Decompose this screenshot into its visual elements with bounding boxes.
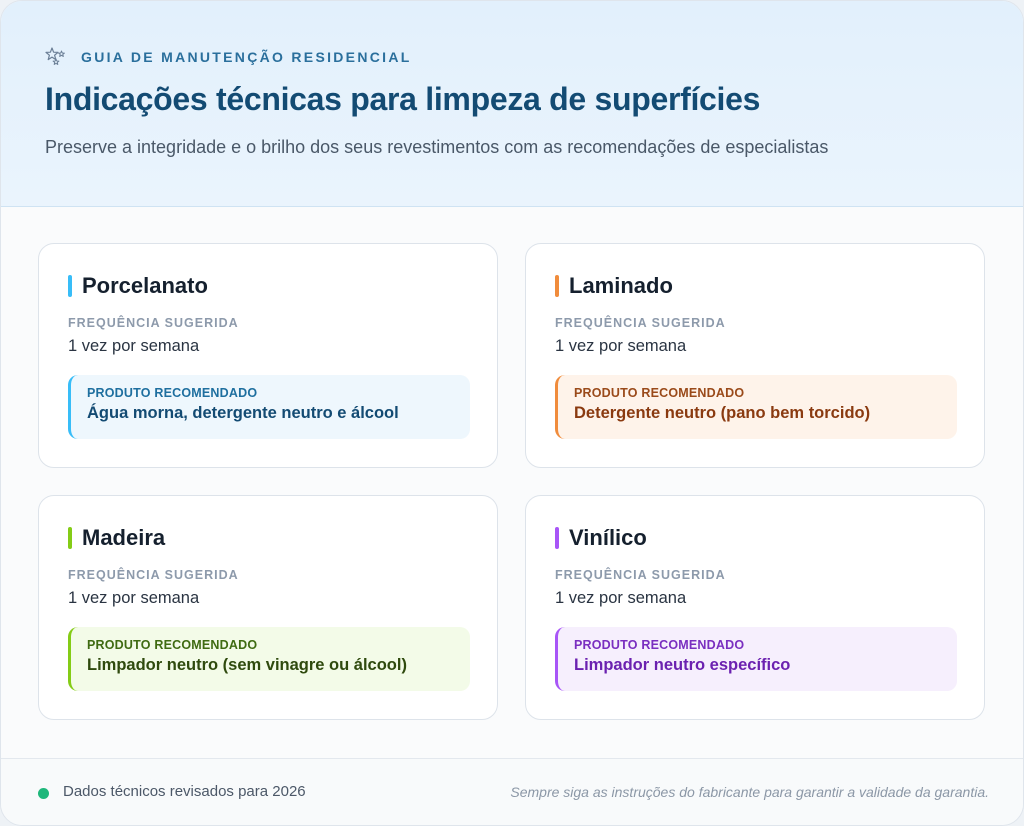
- card-title: [555, 273, 673, 299]
- card-name: Vinílico: [569, 525, 647, 550]
- frequency-value: 1 vez por semana: [555, 337, 687, 355]
- frequency-label: FREQUÊNCIA SUGERIDA: [68, 316, 239, 330]
- card-porcelanato: [38, 243, 498, 468]
- accent-bar: [68, 527, 72, 549]
- card-name: Porcelanato: [82, 273, 208, 298]
- product-box: [68, 627, 470, 691]
- product-label: PRODUTO RECOMENDADO: [574, 386, 745, 400]
- accent-bar: [68, 275, 72, 297]
- product-label: PRODUTO RECOMENDADO: [87, 638, 258, 652]
- accent-bar: [555, 527, 559, 549]
- frequency-label: FREQUÊNCIA SUGERIDA: [555, 568, 726, 582]
- product-value: Limpador neutro específico: [574, 656, 791, 674]
- frequency-value: 1 vez por semana: [68, 589, 200, 607]
- manufacturer-note: Sempre siga as instruções do fabricante para garantir a validade da garantia.: [510, 784, 989, 800]
- frequency-value: 1 vez por semana: [555, 589, 687, 607]
- product-box: [68, 375, 470, 439]
- frequency-label: FREQUÊNCIA SUGERIDA: [68, 568, 239, 582]
- product-box: [555, 627, 957, 691]
- product-label: PRODUTO RECOMENDADO: [87, 386, 258, 400]
- card-title: [555, 525, 647, 551]
- product-value: Limpador neutro (sem vinagre ou álcool): [87, 656, 407, 674]
- card-madeira: [38, 495, 498, 720]
- kicker: [45, 47, 412, 67]
- sparkle-stars-icon: [45, 47, 67, 67]
- accent-bar: [555, 275, 559, 297]
- frequency-value: 1 vez por semana: [68, 337, 200, 355]
- kicker-text: GUIA DE MANUTENÇÃO RESIDENCIAL: [81, 49, 412, 65]
- review-status-text: Dados técnicos revisados para 2026: [63, 783, 306, 800]
- card-name: Laminado: [569, 273, 673, 298]
- card-title: [68, 525, 165, 551]
- card-laminado: [525, 243, 985, 468]
- card-name: Madeira: [82, 525, 166, 550]
- product-box: [555, 375, 957, 439]
- footer: [1, 758, 1023, 825]
- header-banner: [1, 1, 1023, 207]
- card-vinilico: [525, 495, 985, 720]
- product-value: Detergente neutro (pano bem torcido): [574, 404, 871, 422]
- product-label: PRODUTO RECOMENDADO: [574, 638, 745, 652]
- page-title: Indicações técnicas para limpeza de superfícies: [45, 81, 761, 117]
- product-value: Água morna, detergente neutro e álcool: [87, 404, 399, 422]
- frequency-label: FREQUÊNCIA SUGERIDA: [555, 316, 726, 330]
- card-title: [68, 273, 208, 299]
- page-subtitle: Preserve a integridade e o brilho dos seus revestimentos com as recomendações de especialistas: [45, 137, 829, 157]
- status-dot-icon: [38, 788, 49, 799]
